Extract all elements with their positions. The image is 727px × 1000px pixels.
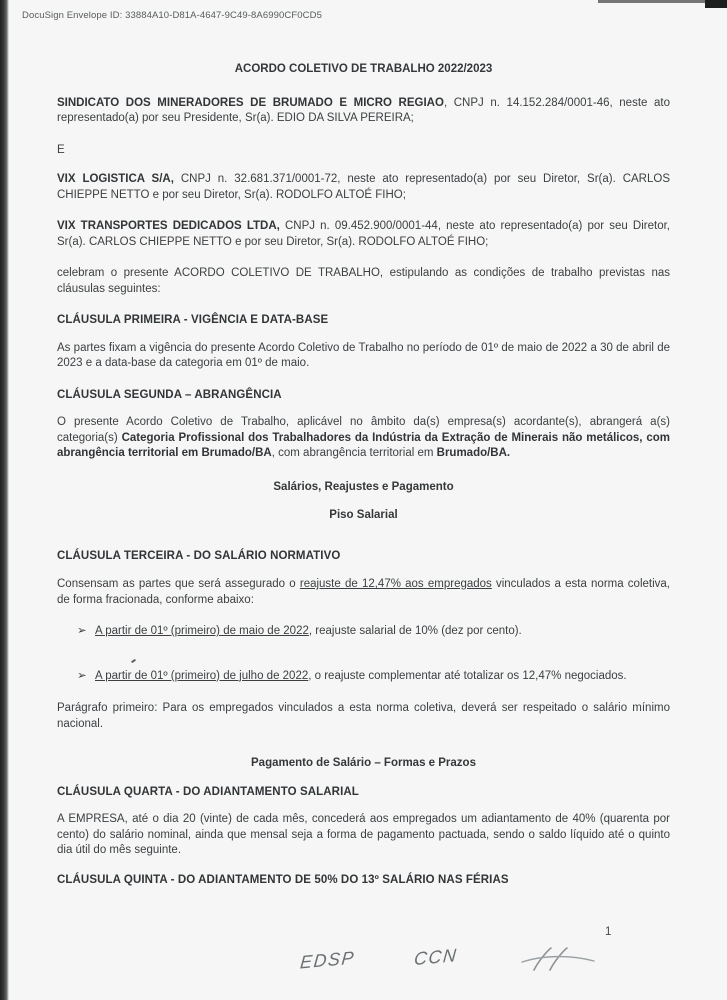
section-piso-heading: Piso Salarial	[329, 509, 398, 521]
bullet-julho-underlined: A partir de 01º (primeiro) de julho de 2022	[95, 669, 309, 682]
clause1-heading: CLÁUSULA PRIMEIRA - VIGÊNCIA E DATA-BASE	[57, 314, 329, 326]
party-vix-logistica-name: VIX LOGISTICA S/A,	[57, 173, 174, 185]
clause2-lead: O presente Acordo Coletivo de Trabalho, aplicável no âmbito da(s) empresa(s) acordante(s), abrangerá a(s) categoria(s)	[57, 416, 670, 444]
section-pagamento-heading: Pagamento de Salário – Formas e Prazos	[251, 757, 476, 769]
party-sindicato-paragraph	[57, 96, 670, 127]
party-vix-transportes-details: CNPJ n. 09.452.900/0001-44, neste ato representado(a) por seu Diretor, Sr(a). CARLOS CHIEPPE NETTO e por seu Diretor, Sr(a). RODOLFO ALTOÉ FIHO;	[57, 220, 670, 248]
bullet-maio-rest: , reajuste salarial de 10% (dez por cento).	[308, 625, 522, 637]
party-sindicato-name: SINDICATO DOS MINERADORES DE BRUMADO E MICRO REGIAO	[57, 96, 444, 109]
clause4-body: A EMPRESA, até o dia 20 (vinte) de cada mês, concederá aos empregados um adiantamento de 40% (quarenta por cento) do salário nominal, ainda que mensal seja a forma de pagamento pactuada, sendo o saldo líquido até o quinto dia útil do mês seguinte.	[57, 813, 670, 856]
scan-edge-left	[0, 0, 9, 1000]
arrow-bullet-icon: ➢	[77, 669, 87, 682]
arrow-bullet-icon: ➢	[77, 625, 87, 637]
clause4-heading: CLÁUSULA QUARTA - DO ADIANTAMENTO SALARIAL	[57, 785, 359, 798]
clause3-tail: vinculados a esta norma coletiva, de forma fracionada, conforme abaixo:	[57, 578, 670, 606]
signature-scribble	[520, 944, 598, 981]
clause2-heading: CLÁUSULA SEGUNDA – ABRANGÊNCIA	[57, 388, 282, 401]
clause1-body: As partes fixam a vigência do presente Acordo Coletivo de Trabalho no período de 01º de maio de 2022 a 30 de abril de 2023 e a data-base da categoria em 01º de maio.	[57, 341, 670, 369]
handwritten-initials-edsp: EDSP	[299, 947, 356, 973]
preamble-paragraph: celebram o presente ACORDO COLETIVO DE TRABALHO, estipulando as condições de trabalho previstas nas cláusulas seguintes:	[57, 267, 670, 295]
handwritten-initials-ccn: CCN	[413, 944, 459, 970]
clause2-mid: , com abrangência territorial em	[271, 447, 437, 459]
conjunction-e: E	[57, 143, 65, 156]
page-number: 1	[605, 926, 612, 938]
party-vix-logistica-details: CNPJ n. 32.681.371/0001-72, neste ato representado(a) por seu Diretor, Sr(a). CARLOS CHIEPPE NETTO e por seu Diretor, Sr(a). RODOLFO ALTOÉ FIHO;	[57, 173, 670, 201]
clause2-body	[57, 415, 670, 462]
party-vix-transportes-name: VIX TRANSPORTES DEDICADOS LTDA,	[57, 220, 280, 232]
bullet-item-maio	[57, 624, 670, 640]
clause2-territory-bold: Brumado/BA.	[436, 447, 511, 459]
clause3-body	[57, 577, 670, 608]
bullet-item-julho	[57, 669, 670, 685]
clause2-category-bold: Categoria Profissional dos Trabalhadores da Indústria da Extração de Minerais não metálicos, com abrangência territorial em Brumado/BA	[57, 431, 670, 459]
section-salarios-heading: Salários, Reajustes e Pagamento	[273, 480, 454, 493]
docusign-envelope-id: DocuSign Envelope ID: 33884A10-D81A-4647-9C49-8A6990CF0CD5	[22, 10, 322, 21]
clause3-heading: CLÁUSULA TERCEIRA - DO SALÁRIO NORMATIVO	[57, 549, 341, 562]
document-title: ACORDO COLETIVO DE TRABALHO 2022/2023	[234, 63, 493, 75]
clause3-lead: Consensam as partes que será assegurado o	[57, 578, 300, 590]
party-vix-logistica-paragraph	[57, 172, 670, 203]
clause3-paragraph1: Parágrafo primeiro: Para os empregados vinculados a esta norma coletiva, deverá ser respeitado o salário mínimo nacional.	[57, 702, 670, 730]
party-sindicato-details: , CNPJ n. 14.152.284/0001-46, neste ato representado(a) por seu Presidente, Sr(a). EDIO DA SILVA PEREIRA;	[57, 96, 671, 124]
document-body	[57, 62, 670, 900]
bullet-julho-rest: , o reajuste complementar até totalizar os 12,47% negociados.	[308, 669, 627, 682]
clause5-heading: CLÁUSULA QUINTA - DO ADIANTAMENTO DE 50% DO 13º SALÁRIO NAS FÉRIAS	[57, 873, 509, 886]
scan-edge-corner	[705, 0, 727, 8]
party-vix-transportes-paragraph	[57, 219, 670, 250]
bullet-maio-underlined: A partir de 01º (primeiro) de maio de 2022	[95, 625, 309, 637]
clause3-underlined: reajuste de 12,47% aos empregados	[299, 578, 492, 590]
